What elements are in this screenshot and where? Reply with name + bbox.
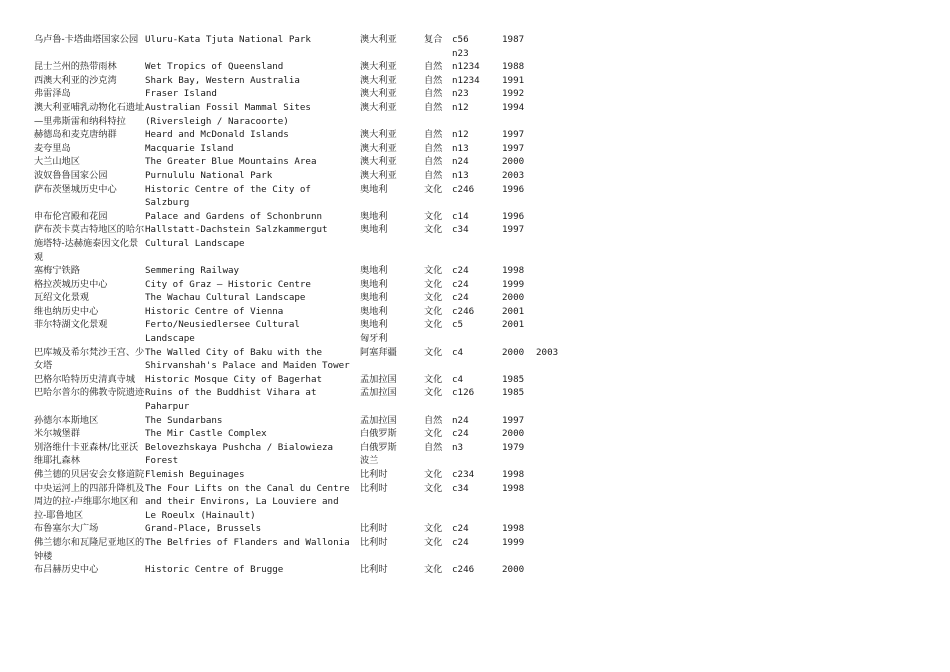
year-cell: 1998: [502, 482, 525, 494]
table-row: [34, 563, 576, 577]
type-cell: 文化: [424, 224, 443, 236]
chinese-name-cell: 弗雷泽岛: [34, 88, 71, 100]
criteria-cell: c234: [452, 469, 475, 480]
chinese-name-cell: 乌卢鲁-卡塔曲塔国家公园: [34, 34, 139, 45]
chinese-name-cell: 西澳大利亚的沙克湾: [34, 74, 117, 86]
country-cell: 奥地利: [360, 224, 388, 236]
extension-year-cell: [536, 482, 576, 523]
criteria-cell: n24: [452, 156, 469, 168]
criteria-cell: c34: [452, 224, 469, 236]
country-cell: 比利时: [360, 482, 388, 494]
country-cell: 孟加拉国: [360, 373, 397, 385]
criteria-cell: n24: [452, 414, 469, 426]
criteria-cell: c24: [452, 428, 469, 440]
extension-year-cell: [536, 101, 576, 128]
table-row: [34, 128, 576, 142]
criteria-cell: c24: [452, 292, 469, 304]
english-name-cell: Purnululu National Park: [145, 169, 273, 181]
type-cell: 文化: [424, 305, 443, 317]
criteria-cell: n3: [452, 441, 464, 453]
chinese-name-cell: 巴库城及希尔梵沙王宫、少女塔: [34, 346, 145, 372]
chinese-name-cell: 布鲁塞尔大广场: [34, 523, 99, 535]
english-name-cell: The Greater Blue Mountains Area: [145, 156, 317, 168]
table-row: [34, 441, 576, 468]
year-cell: 1985: [502, 373, 525, 385]
country-cell: 比利时: [360, 523, 388, 535]
year-cell: 1998: [502, 265, 525, 277]
table-row: [34, 386, 576, 413]
english-name-cell: Ferto/Neusiedlersee Cultural Landscape: [145, 319, 300, 345]
criteria-cell: c24: [452, 536, 469, 548]
country-cell: 孟加拉国: [360, 414, 397, 426]
country-cell: 比利时: [360, 564, 388, 576]
year-cell: 2000: [502, 346, 525, 358]
chinese-name-cell: 萨布茨堡城历史中心: [34, 183, 117, 195]
extension-year-cell: [536, 468, 576, 482]
type-cell: 自然: [424, 88, 443, 100]
type-cell: 自然: [424, 169, 443, 181]
english-name-cell: Ruins of the Buddhist Vihara at Paharpur: [145, 387, 317, 413]
type-cell: 文化: [424, 482, 443, 494]
year-cell: 2000: [502, 156, 525, 168]
type-cell: 文化: [424, 292, 443, 304]
country-cell: 澳大利亚: [360, 61, 397, 73]
chinese-name-cell: 维也纳历史中心: [34, 305, 99, 317]
extension-year-cell: [536, 291, 576, 305]
year-cell: 2001: [502, 305, 525, 317]
year-cell: 1997: [502, 142, 525, 154]
english-name-cell: The Sundarbans: [145, 414, 223, 426]
type-cell: 文化: [424, 469, 443, 480]
chinese-name-cell: 中央运河上的四部升降机及周边的拉-卢维耶尔地区和拉-耶鲁地区: [34, 482, 145, 521]
criteria-cell: n1234: [452, 74, 480, 86]
year-cell: 1998: [502, 469, 525, 480]
english-name-cell: Semmering Railway: [145, 265, 240, 277]
english-name-cell: Grand-Place, Brussels: [145, 523, 262, 535]
year-cell: 1997: [502, 414, 525, 426]
year-cell: 1998: [502, 523, 525, 535]
table-row: [34, 60, 576, 74]
criteria-cell: c4: [452, 346, 464, 358]
year-cell: 1979: [502, 441, 525, 453]
year-cell: 1996: [502, 183, 525, 195]
type-cell: 自然: [424, 156, 443, 168]
criteria-cell: c24: [452, 278, 469, 290]
table-row: [34, 427, 576, 441]
english-name-cell: Flemish Beguinages: [145, 469, 245, 480]
country-cell: 比利时: [360, 469, 388, 480]
country-cell: 孟加拉国: [360, 387, 397, 399]
type-cell: 自然: [424, 441, 443, 453]
table-row: [34, 142, 576, 156]
table-row: [34, 291, 576, 305]
year-cell: 1994: [502, 101, 525, 113]
chinese-name-cell: 格拉茨城历史中心: [34, 278, 108, 290]
table-row: [34, 278, 576, 292]
criteria-cell: c5: [452, 319, 464, 331]
criteria-cell: n23: [452, 88, 469, 100]
extension-year-cell: [536, 278, 576, 292]
english-name-cell: Historic Mosque City of Bagerhat: [145, 373, 323, 385]
table-row: [34, 482, 576, 523]
type-cell: 文化: [424, 183, 443, 195]
table-row: [34, 155, 576, 169]
criteria-cell: n12: [452, 101, 469, 113]
table-row: [34, 414, 576, 428]
type-cell: 自然: [424, 61, 443, 73]
type-cell: 文化: [424, 319, 443, 331]
table-row: [34, 318, 576, 345]
extension-year-cell: [536, 33, 576, 60]
extension-year-cell: [536, 142, 576, 156]
criteria-cell: c24: [452, 523, 469, 535]
table-row: [34, 74, 576, 88]
chinese-name-cell: 萨布茨卡莫古特地区的哈尔施塔特-达赫施泰因文化景观: [34, 224, 145, 263]
year-cell: 1999: [502, 278, 525, 290]
chinese-name-cell: 菲尔特湖文化景观: [34, 319, 108, 331]
country-cell: 澳大利亚: [360, 142, 397, 154]
year-cell: 1997: [502, 129, 525, 141]
type-cell: 自然: [424, 142, 443, 154]
chinese-name-cell: 孙德尔本斯地区: [34, 414, 99, 426]
english-name-cell: Hallstatt-Dachstein Salzkammergut Cultural Landscape: [145, 224, 328, 249]
english-name-cell: Belovezhskaya Pushcha / Bialowieza Forest: [145, 441, 334, 467]
type-cell: 自然: [424, 74, 443, 86]
extension-year-cell: [536, 536, 576, 563]
country-cell: 奥地利: [360, 183, 388, 195]
year-cell: 2001: [502, 319, 525, 331]
year-cell: 1992: [502, 88, 525, 100]
english-name-cell: Historic Centre of Brugge: [145, 564, 284, 576]
type-cell: 文化: [424, 265, 443, 277]
type-cell: 文化: [424, 210, 443, 222]
extension-year-cell: [536, 74, 576, 88]
chinese-name-cell: 申布伦宫殿和花园: [34, 210, 108, 222]
table-row: [34, 33, 576, 60]
english-name-cell: Palace and Gardens of Schonbrunn: [145, 210, 323, 222]
heritage-table: [34, 33, 576, 577]
chinese-name-cell: 赫德岛和麦克唐纳群: [34, 129, 117, 141]
extension-year-cell: [536, 305, 576, 319]
type-cell: 文化: [424, 523, 443, 535]
english-name-cell: Uluru-Kata Tjuta National Park: [145, 34, 311, 45]
english-name-cell: Historic Centre of Vienna: [145, 305, 284, 317]
type-cell: 复合: [424, 34, 443, 45]
year-cell: 2003: [502, 169, 525, 181]
table-row: [34, 536, 576, 563]
country-cell: 奥地利: [360, 210, 388, 222]
chinese-name-cell: 巴格尔哈特历史清真寺城: [34, 373, 136, 385]
extension-year-cell: [536, 414, 576, 428]
chinese-name-cell: 澳大利亚哺乳动物化石遗址—里弗斯雷和纳科特拉: [34, 101, 145, 127]
country-cell: 奥地利: [360, 292, 388, 304]
type-cell: 自然: [424, 101, 443, 113]
country-cell: 奥地利: [360, 265, 388, 277]
criteria-cell: c246: [452, 564, 475, 576]
criteria-cell: c126: [452, 387, 475, 399]
extension-year-cell: [536, 183, 576, 210]
chinese-name-cell: 米尔城堡群: [34, 428, 80, 440]
extension-year-cell: [536, 563, 576, 577]
country-cell: 奥地利 匈牙利: [360, 319, 388, 345]
english-name-cell: Fraser Island: [145, 88, 217, 100]
extension-year-cell: [536, 441, 576, 468]
criteria-cell: n13: [452, 169, 469, 181]
english-name-cell: The Walled City of Baku with the Shirvanshah's Palace and Maiden Tower: [145, 346, 350, 372]
extension-year-cell: [536, 223, 576, 264]
criteria-cell: c246: [452, 183, 475, 195]
year-cell: 1987: [502, 34, 525, 45]
chinese-name-cell: 佛兰德的贝居安会女修道院: [34, 469, 145, 480]
country-cell: 澳大利亚: [360, 34, 397, 45]
criteria-cell: c56 n23: [452, 34, 469, 59]
english-name-cell: Historic Centre of the City of Salzburg: [145, 183, 311, 209]
table-row: [34, 264, 576, 278]
year-cell: 2000: [502, 428, 525, 440]
chinese-name-cell: 麦夸里岛: [34, 142, 71, 154]
criteria-cell: n1234: [452, 61, 480, 73]
extension-year-cell: 2003: [536, 346, 559, 358]
extension-year-cell: [536, 155, 576, 169]
extension-year-cell: [536, 386, 576, 413]
type-cell: 文化: [424, 373, 443, 385]
criteria-cell: c4: [452, 373, 464, 385]
extension-year-cell: [536, 522, 576, 536]
chinese-name-cell: 巴哈尔普尔的佛教寺院遗迹: [34, 387, 145, 399]
year-cell: 1988: [502, 61, 525, 73]
type-cell: 文化: [424, 346, 443, 358]
english-name-cell: City of Graz – Historic Centre: [145, 278, 311, 290]
criteria-cell: c24: [452, 265, 469, 277]
type-cell: 文化: [424, 387, 443, 399]
table-row: [34, 468, 576, 482]
chinese-name-cell: 别洛维什卡亚森林/比亚沃维耶扎森林: [34, 441, 139, 467]
type-cell: 自然: [424, 129, 443, 141]
extension-year-cell: [536, 427, 576, 441]
chinese-name-cell: 佛兰德尔和瓦隆尼亚地区的钟楼: [34, 536, 145, 562]
type-cell: 文化: [424, 536, 443, 548]
chinese-name-cell: 塞梅宁铁路: [34, 265, 80, 277]
english-name-cell: Australian Fossil Mammal Sites (Riversleigh / Naracoorte): [145, 101, 311, 127]
criteria-cell: c34: [452, 482, 469, 494]
chinese-name-cell: 布吕赫历史中心: [34, 564, 99, 576]
table-row: [34, 223, 576, 264]
chinese-name-cell: 大兰山地区: [34, 156, 80, 168]
extension-year-cell: [536, 210, 576, 224]
country-cell: 澳大利亚: [360, 169, 397, 181]
english-name-cell: Macquarie Island: [145, 142, 234, 154]
country-cell: 澳大利亚: [360, 101, 397, 113]
criteria-cell: c14: [452, 210, 469, 222]
country-cell: 澳大利亚: [360, 74, 397, 86]
table-row: [34, 522, 576, 536]
type-cell: 文化: [424, 564, 443, 576]
table-row: [34, 346, 576, 373]
english-name-cell: The Mir Castle Complex: [145, 428, 267, 440]
country-cell: 奥地利: [360, 278, 388, 290]
table-row: [34, 305, 576, 319]
chinese-name-cell: 昆士兰州的热带雨林: [34, 61, 117, 73]
year-cell: 1985: [502, 387, 525, 399]
extension-year-cell: [536, 169, 576, 183]
country-cell: 比利时: [360, 536, 388, 548]
year-cell: 1997: [502, 224, 525, 236]
criteria-cell: n12: [452, 129, 469, 141]
country-cell: 澳大利亚: [360, 156, 397, 168]
english-name-cell: Wet Tropics of Queensland: [145, 61, 284, 73]
extension-year-cell: [536, 373, 576, 387]
table-row: [34, 101, 576, 128]
extension-year-cell: [536, 60, 576, 74]
english-name-cell: Heard and McDonald Islands: [145, 129, 289, 141]
table-row: [34, 87, 576, 101]
country-cell: 澳大利亚: [360, 88, 397, 100]
type-cell: 自然: [424, 414, 443, 426]
criteria-cell: n13: [452, 142, 469, 154]
chinese-name-cell: 波奴鲁鲁国家公园: [34, 169, 108, 181]
year-cell: 1999: [502, 536, 525, 548]
criteria-cell: c246: [452, 305, 475, 317]
extension-year-cell: [536, 87, 576, 101]
country-cell: 白俄罗斯: [360, 428, 397, 440]
extension-year-cell: [536, 128, 576, 142]
country-cell: 澳大利亚: [360, 129, 397, 141]
type-cell: 文化: [424, 278, 443, 290]
table-row: [34, 210, 576, 224]
type-cell: 文化: [424, 428, 443, 440]
english-name-cell: The Four Lifts on the Canal du Centre and their Environs, La Louviere and Le Roeulx (Hainault): [145, 482, 350, 521]
year-cell: 1991: [502, 74, 525, 86]
year-cell: 2000: [502, 292, 525, 304]
extension-year-cell: [536, 318, 576, 345]
table-row: [34, 169, 576, 183]
chinese-name-cell: 瓦绍文化景观: [34, 292, 90, 304]
country-cell: 白俄罗斯 波兰: [360, 441, 397, 467]
table-row: [34, 373, 576, 387]
table-row: [34, 183, 576, 210]
english-name-cell: The Belfries of Flanders and Wallonia: [145, 536, 350, 548]
year-cell: 2000: [502, 564, 525, 576]
year-cell: 1996: [502, 210, 525, 222]
english-name-cell: The Wachau Cultural Landscape: [145, 292, 306, 304]
english-name-cell: Shark Bay, Western Australia: [145, 74, 300, 86]
extension-year-cell: [536, 264, 576, 278]
country-cell: 阿塞拜疆: [360, 346, 397, 358]
country-cell: 奥地利: [360, 305, 388, 317]
